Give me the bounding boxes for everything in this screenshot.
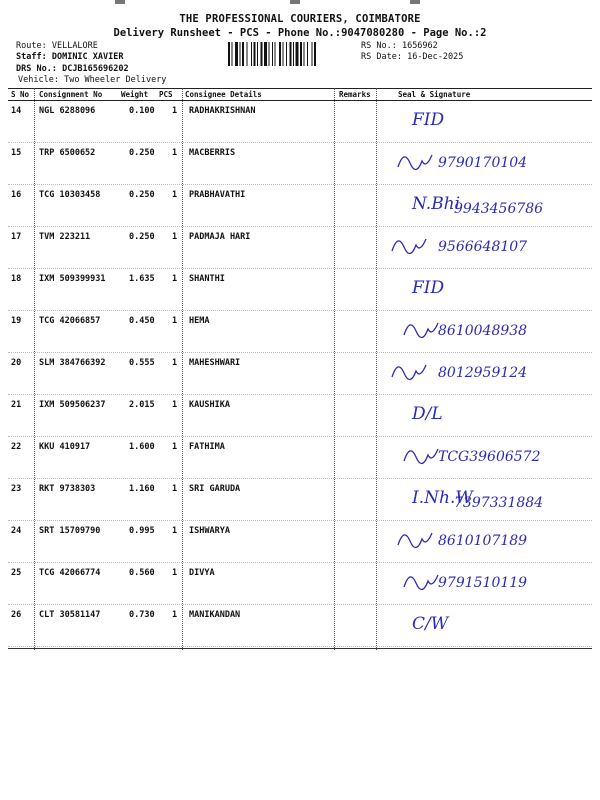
vehicle-line: Vehicle: Two Wheeler Delivery <box>18 75 167 85</box>
row-consignment-no: RKT 9738303 <box>39 484 96 494</box>
handwritten-signature <box>384 305 584 353</box>
row-pcs: 1 <box>172 442 178 452</box>
row-sno: 22 <box>11 442 22 452</box>
col-header-remarks: Remarks <box>339 90 371 99</box>
row-weight: 1.160 <box>129 484 155 494</box>
row-weight: 2.015 <box>129 400 155 410</box>
row-pcs: 1 <box>172 106 178 116</box>
signature-scribble <box>398 155 432 170</box>
rs-date-value: 16-Dec-2025 <box>407 52 464 62</box>
row-consignment-no: SRT 15709790 <box>39 526 101 536</box>
row-consignment-no: SLM 384766392 <box>39 358 106 368</box>
row-weight: 0.100 <box>129 106 155 116</box>
row-consignee: FATHIMA <box>189 442 225 452</box>
table-bottom-rule <box>8 648 592 649</box>
handwritten-signature <box>384 473 584 521</box>
handwritten-signature <box>384 557 584 605</box>
drs-line: DRS No.: DCJB165696202 <box>16 64 129 74</box>
col-header-weight: Weight <box>121 90 149 99</box>
row-pcs: 1 <box>172 568 178 578</box>
row-consignment-no: TCG 42066774 <box>39 568 101 578</box>
row-weight: 0.555 <box>129 358 155 368</box>
handwritten-signature <box>384 431 584 479</box>
table-top-rule <box>8 88 592 89</box>
signature-scribble <box>404 575 438 590</box>
scan-mark <box>410 0 420 4</box>
handwritten-signature <box>384 95 584 143</box>
row-pcs: 1 <box>172 610 178 620</box>
handwritten-signature <box>384 515 584 563</box>
handwritten-signature <box>384 389 584 437</box>
rs-no-line: RS No.: 1656962 <box>361 41 438 51</box>
row-consignee: PRABHAVATHI <box>189 190 246 200</box>
row-sno: 15 <box>11 148 22 158</box>
row-pcs: 1 <box>172 148 178 158</box>
scan-mark <box>115 0 125 4</box>
col-header-pcs: PCS <box>159 90 173 99</box>
signature-scribble <box>404 449 438 464</box>
handwritten-phone: 8610107189 <box>438 533 528 549</box>
signature-text: FID <box>412 278 445 298</box>
row-divider <box>8 646 592 647</box>
row-consignment-no: CLT 30581147 <box>39 610 101 620</box>
row-consignment-no: TVM 223211 <box>39 232 91 242</box>
signature-text: FID <box>412 110 445 130</box>
row-weight: 1.600 <box>129 442 155 452</box>
row-pcs: 1 <box>172 358 178 368</box>
vehicle-value: Two Wheeler Delivery <box>64 75 167 85</box>
rs-no-value: 1656962 <box>401 41 438 51</box>
col-header-consignment: Consignment No <box>39 90 103 99</box>
row-weight: 0.250 <box>129 190 155 200</box>
row-consignee: ISHWARYA <box>189 526 230 536</box>
col-header-sno: S No <box>11 90 30 99</box>
row-pcs: 1 <box>172 232 178 242</box>
row-weight: 1.635 <box>129 274 155 284</box>
row-sno: 16 <box>11 190 22 200</box>
handwritten-phone: 9790170104 <box>438 155 528 171</box>
row-sno: 20 <box>11 358 22 368</box>
row-sno: 25 <box>11 568 22 578</box>
signature-text: I.Nh.W <box>412 488 473 508</box>
row-consignee: SHANTHI <box>189 274 225 284</box>
handwritten-phone: 8012959124 <box>438 365 528 381</box>
handwritten-signature <box>384 137 584 185</box>
row-weight: 0.250 <box>129 148 155 158</box>
handwritten-phone: 8610048938 <box>438 323 528 339</box>
signature-text: C/W <box>412 614 449 634</box>
handwritten-signature <box>384 221 584 269</box>
runsheet-table <box>8 88 592 650</box>
row-sno: 18 <box>11 274 22 284</box>
row-weight: 0.560 <box>129 568 155 578</box>
row-consignee: PADMAJA HARI <box>189 232 251 242</box>
staff-value: DOMINIC XAVIER <box>51 52 124 62</box>
row-weight: 0.995 <box>129 526 155 536</box>
row-consignee: MAHESHWARI <box>189 358 241 368</box>
col-header-seal: Seal & Signature <box>398 90 471 99</box>
row-consignee: HEMA <box>189 316 210 326</box>
handwritten-phone: 9943456786 <box>454 201 544 217</box>
row-pcs: 1 <box>172 274 178 284</box>
row-pcs: 1 <box>172 190 178 200</box>
signature-text: D/L <box>412 404 443 424</box>
row-sno: 26 <box>11 610 22 620</box>
handwritten-signature <box>384 347 584 395</box>
row-weight: 0.250 <box>129 232 155 242</box>
signature-scribble <box>392 365 426 380</box>
row-pcs: 1 <box>172 484 178 494</box>
row-consignment-no: IXM 509506237 <box>39 400 106 410</box>
row-consignment-no: TRP 6500652 <box>39 148 96 158</box>
row-sno: 14 <box>11 106 22 116</box>
row-weight: 0.730 <box>129 610 155 620</box>
signature-scribble <box>398 533 432 548</box>
signature-scribble <box>392 239 426 254</box>
staff-line: Staff: DOMINIC XAVIER <box>16 52 124 62</box>
row-consignment-no: TCG 42066857 <box>39 316 101 326</box>
row-consignee: MANIKANDAN <box>189 610 241 620</box>
row-sno: 17 <box>11 232 22 242</box>
row-consignment-no: KKU 410917 <box>39 442 91 452</box>
row-sno: 19 <box>11 316 22 326</box>
row-consignee: DIVYA <box>189 568 215 578</box>
row-consignment-no: IXM 509399931 <box>39 274 106 284</box>
route-line: Route: VELLALORE <box>16 41 98 51</box>
route-value: VELLALORE <box>51 41 98 51</box>
handwritten-signature <box>384 263 584 311</box>
handwritten-phone: 9791510119 <box>438 575 528 591</box>
row-consignment-no: TCG 10303458 <box>39 190 101 200</box>
handwritten-phone: TCG39606572 <box>438 449 541 465</box>
scan-mark <box>290 0 300 4</box>
barcode <box>228 42 356 66</box>
row-consignee: KAUSHIKA <box>189 400 230 410</box>
row-pcs: 1 <box>172 400 178 410</box>
row-consignment-no: NGL 6288096 <box>39 106 96 116</box>
handwritten-phone: 7397331884 <box>454 495 544 511</box>
signature-scribble <box>404 323 438 338</box>
row-sno: 23 <box>11 484 22 494</box>
signature-text: N.Bhi <box>412 194 461 214</box>
col-header-consignee: Consignee Details <box>185 90 262 99</box>
row-sno: 24 <box>11 526 22 536</box>
drs-value: DCJB165696202 <box>62 64 129 74</box>
handwritten-signature <box>384 179 584 227</box>
handwritten-signature <box>384 599 584 647</box>
row-sno: 21 <box>11 400 22 410</box>
rs-date-line: RS Date: 16-Dec-2025 <box>361 52 464 62</box>
row-pcs: 1 <box>172 316 178 326</box>
row-consignee: SRI GARUDA <box>189 484 241 494</box>
row-consignee: RADHAKRISHNAN <box>189 106 256 116</box>
table-row <box>8 605 592 647</box>
company-title: THE PROFESSIONAL COURIERS, COIMBATORE <box>179 13 421 25</box>
row-weight: 0.450 <box>129 316 155 326</box>
handwritten-phone: 9566648107 <box>438 239 528 255</box>
row-pcs: 1 <box>172 526 178 536</box>
row-consignee: MACBERRIS <box>189 148 236 158</box>
runsheet-subtitle: Delivery Runsheet - PCS - Phone No.:9047080280 - Page No.:2 <box>113 27 487 39</box>
